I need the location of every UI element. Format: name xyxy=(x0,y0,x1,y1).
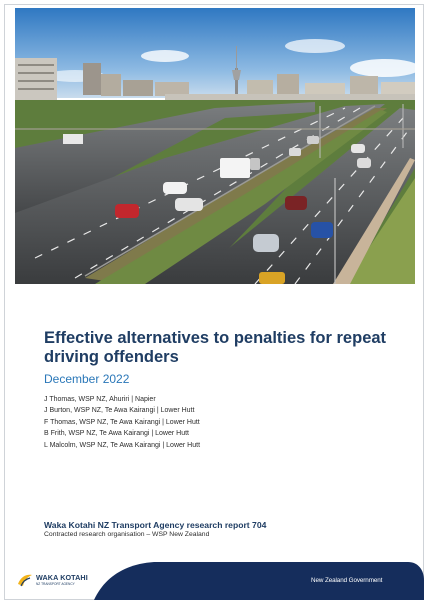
report-title: Effective alternatives to penalties for repeat driving offenders xyxy=(44,329,387,366)
waka-kotahi-mark-icon xyxy=(17,572,33,588)
author-list xyxy=(44,394,200,451)
nz-government-logo: New Zealand Government xyxy=(311,577,383,584)
author-item: L Malcolm, WSP NZ, Te Awa Kairangi | Lower Hutt xyxy=(44,441,201,449)
research-organisation: Contracted research organisation – WSP New Zealand xyxy=(44,531,210,538)
waka-kotahi-logo xyxy=(17,571,88,589)
cover-photo-motorway xyxy=(15,8,415,284)
author-item: J Thomas, WSP NZ, Ahuriri | Napier xyxy=(44,396,156,403)
author-item: B Frith, WSP NZ, Te Awa Kairangi | Lower Hutt xyxy=(44,430,189,438)
author-item: F Thomas, WSP NZ, Te Awa Kairangi | Lower Hutt xyxy=(44,418,200,426)
publication-date: December 2022 xyxy=(44,372,130,386)
logo-subtitle: NZ TRANSPORT AGENCY xyxy=(36,581,75,586)
logo-name: WAKA KOTAHI xyxy=(36,573,88,583)
author-item: J Burton, WSP NZ, Te Awa Kairangi | Lower Hutt xyxy=(44,407,195,415)
report-series: Waka Kotahi NZ Transport Agency research report 704 xyxy=(44,520,267,530)
motorway-illustration xyxy=(15,8,415,284)
